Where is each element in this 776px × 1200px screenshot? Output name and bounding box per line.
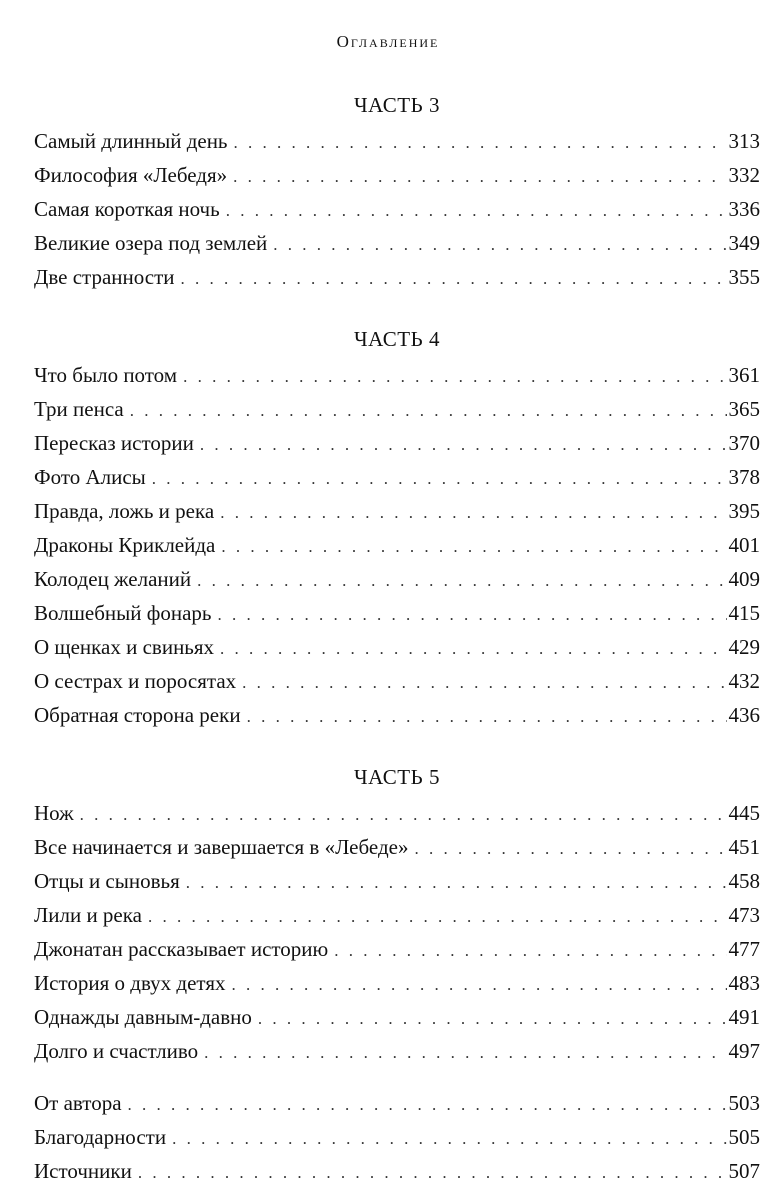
dot-leader (221, 530, 726, 564)
entry-page-number: 483 (728, 971, 760, 995)
entry-title: О сестрах и поросятах (34, 669, 237, 693)
entry-title: Драконы Криклейда (34, 533, 216, 557)
running-head: Оглавление (336, 32, 440, 51)
part-title: ЧАСТЬ 4 (354, 327, 440, 351)
part-title: ЧАСТЬ 3 (354, 93, 440, 117)
toc-entry (34, 1086, 760, 1120)
entry-title: Благодарности (34, 1125, 167, 1149)
entry-page-number: 336 (728, 197, 760, 221)
entry-page-number: 395 (728, 499, 760, 523)
entry-title: Однажды давным-давно (34, 1005, 252, 1029)
dot-leader (234, 126, 727, 160)
toc-entry (34, 1000, 760, 1034)
entry-page-number: 491 (728, 1005, 760, 1029)
entry-page-number: 361 (728, 363, 760, 387)
dot-leader (172, 1122, 726, 1156)
entry-page-number: 436 (728, 703, 760, 727)
part-4-section (34, 322, 760, 732)
entry-page-number: 313 (728, 129, 760, 153)
toc-entry (34, 932, 760, 966)
entry-title: Фото Алисы (34, 465, 146, 489)
entry-title: Обратная сторона реки (34, 703, 241, 727)
toc-entry (34, 1120, 760, 1154)
toc-entry (34, 494, 760, 528)
toc-entry (34, 192, 760, 226)
entry-page-number: 473 (728, 903, 760, 927)
entry-title: История о двух детях (34, 971, 226, 995)
entry-page-number: 503 (728, 1091, 760, 1115)
dot-leader (233, 160, 726, 194)
dot-leader (258, 1002, 727, 1036)
entry-page-number: 451 (728, 835, 760, 859)
part-5-section (34, 760, 760, 1188)
toc-entry (34, 460, 760, 494)
entry-page-number: 507 (728, 1159, 760, 1183)
dot-leader (152, 462, 727, 496)
entry-page-number: 349 (728, 231, 760, 255)
toc-entry (34, 864, 760, 898)
entry-title: О щенках и свиньях (34, 635, 215, 659)
dot-leader (186, 866, 727, 900)
entry-title: Отцы и сыновья (34, 869, 180, 893)
entry-page-number: 445 (728, 801, 760, 825)
dot-leader (217, 598, 726, 632)
entry-title: Источники (34, 1159, 132, 1183)
dot-leader (138, 1156, 727, 1190)
toc-entry (34, 124, 760, 158)
entry-title: Нож (34, 801, 74, 825)
entry-title: Джонатан рассказывает историю (34, 937, 329, 961)
toc-entry (34, 226, 760, 260)
dot-leader (242, 666, 726, 700)
toc-entry (34, 796, 760, 830)
entry-title: Правда, ложь и река (34, 499, 215, 523)
entry-title: Три пенса (34, 397, 124, 421)
entry-title: Колодец желаний (34, 567, 192, 591)
dot-leader (183, 360, 726, 394)
dot-leader (273, 228, 726, 262)
entry-title: Самый длинный день (34, 129, 228, 153)
entry-page-number: 432 (728, 669, 760, 693)
part-3-section (34, 88, 760, 294)
entry-page-number: 458 (728, 869, 760, 893)
toc-entry (34, 898, 760, 932)
entry-page-number: 505 (728, 1125, 760, 1149)
dot-leader (231, 968, 726, 1002)
entry-title: Что было потом (34, 363, 178, 387)
entry-page-number: 355 (728, 265, 760, 289)
entry-page-number: 409 (728, 567, 760, 591)
entry-title: Волшебный фонарь (34, 601, 212, 625)
entry-title: Две странности (34, 265, 175, 289)
entry-page-number: 401 (728, 533, 760, 557)
dot-leader (128, 1088, 727, 1122)
toc-entry (34, 358, 760, 392)
toc-entry (34, 698, 760, 732)
entry-page-number: 378 (728, 465, 760, 489)
section-spacer (34, 1068, 760, 1086)
dot-leader (204, 1036, 726, 1070)
dot-leader (200, 428, 727, 462)
entry-title: Долго и счастливо (34, 1039, 199, 1063)
entry-page-number: 415 (728, 601, 760, 625)
entry-title: Лили и река (34, 903, 142, 927)
dot-leader (130, 394, 727, 428)
dot-leader (80, 798, 727, 832)
toc-entry (34, 392, 760, 426)
toc-entry (34, 664, 760, 698)
entry-title: От автора (34, 1091, 122, 1115)
dot-leader (414, 832, 726, 866)
dot-leader (148, 900, 727, 934)
toc-entry (34, 1154, 760, 1188)
toc-entry (34, 1034, 760, 1068)
entry-page-number: 497 (728, 1039, 760, 1063)
dot-leader (220, 496, 726, 530)
dot-leader (197, 564, 726, 598)
toc-entry (34, 260, 760, 294)
part-title: ЧАСТЬ 5 (354, 765, 440, 789)
dot-leader (220, 632, 726, 666)
dot-leader (247, 700, 727, 734)
entry-title: Все начинается и завершается в «Лебеде» (34, 835, 409, 859)
toc-entry (34, 528, 760, 562)
toc-entry (34, 630, 760, 664)
dot-leader (334, 934, 726, 968)
toc-entry (34, 830, 760, 864)
entry-page-number: 365 (728, 397, 760, 421)
toc-entry (34, 562, 760, 596)
toc-entry (34, 596, 760, 630)
toc-entry (34, 426, 760, 460)
entry-title: Пересказ истории (34, 431, 194, 455)
entry-page-number: 332 (728, 163, 760, 187)
dot-leader (226, 194, 727, 228)
entry-title: Великие озера под землей (34, 231, 268, 255)
entry-page-number: 370 (728, 431, 760, 455)
entry-page-number: 429 (728, 635, 760, 659)
entry-page-number: 477 (728, 937, 760, 961)
entry-title: Самая короткая ночь (34, 197, 220, 221)
toc-entry (34, 966, 760, 1000)
entry-title: Философия «Лебедя» (34, 163, 228, 187)
toc-entry (34, 158, 760, 192)
dot-leader (181, 262, 727, 296)
